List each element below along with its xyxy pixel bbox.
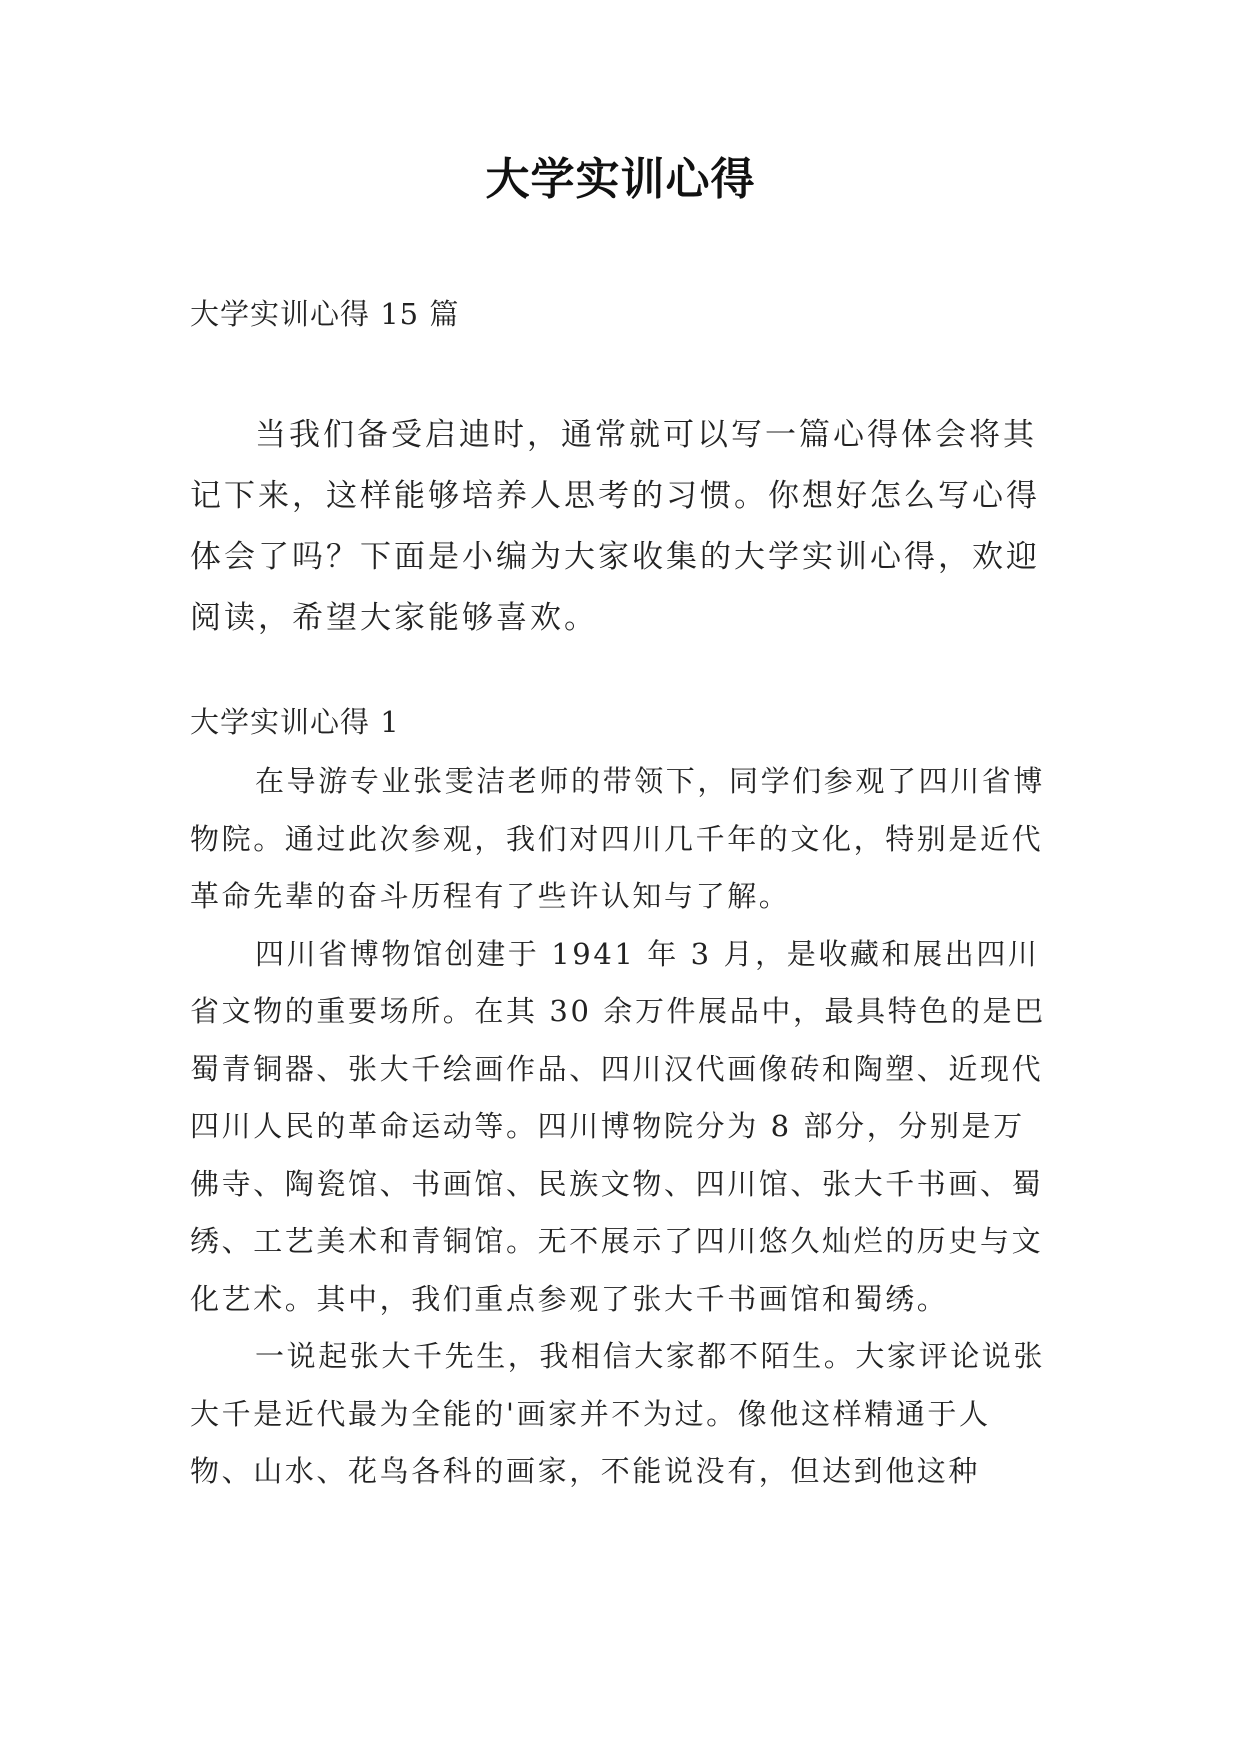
section-heading: 大学实训心得 1 <box>190 705 400 739</box>
document-title: 大学实训心得 <box>485 154 756 205</box>
body-paragraph: 四川省博物馆创建于 1941 年 3 月，是收藏和展出四川省文物的重要场所。在其 30 余万件展品中，最具特色的是巴蜀青铜器、张大千绘画作品、四川汉代画像砖和陶塑、近现代四川人民的革命运动等。四川博物院分为 8 部分，分别是万佛寺、陶瓷馆、书画馆、民族文物、四川馆、张大千书画、蜀绣、工艺美术和青铜馆。无不展示了四川悠久灿烂的历史与文化艺术。其中，我们重点参观了张大千书画馆和蜀绣。 <box>190 936 1046 1316</box>
body-paragraph: 在导游专业张雯洁老师的带领下，同学们参观了四川省博物院。通过此次参观，我们对四川几千年的文化，特别是近代革命先辈的奋斗历程有了些许认知与了解。 <box>190 764 1046 913</box>
section-body <box>190 753 1046 1501</box>
document-subtitle: 大学实训心得 15 篇 <box>190 297 460 331</box>
intro-paragraph: 当我们备受启迪时，通常就可以写一篇心得体会将其记下来，这样能够培养人思考的习惯。你想好怎么写心得体会了吗？下面是小编为大家收集的大学实训心得，欢迎阅读，希望大家能够喜欢。 <box>190 417 1040 636</box>
body-paragraph: 一说起张大千先生，我相信大家都不陌生。大家评论说张大千是近代最为全能的'画家并不为过。像他这样精通于人物、山水、花鸟各科的画家，不能说没有，但达到他这种 <box>190 1339 1046 1488</box>
